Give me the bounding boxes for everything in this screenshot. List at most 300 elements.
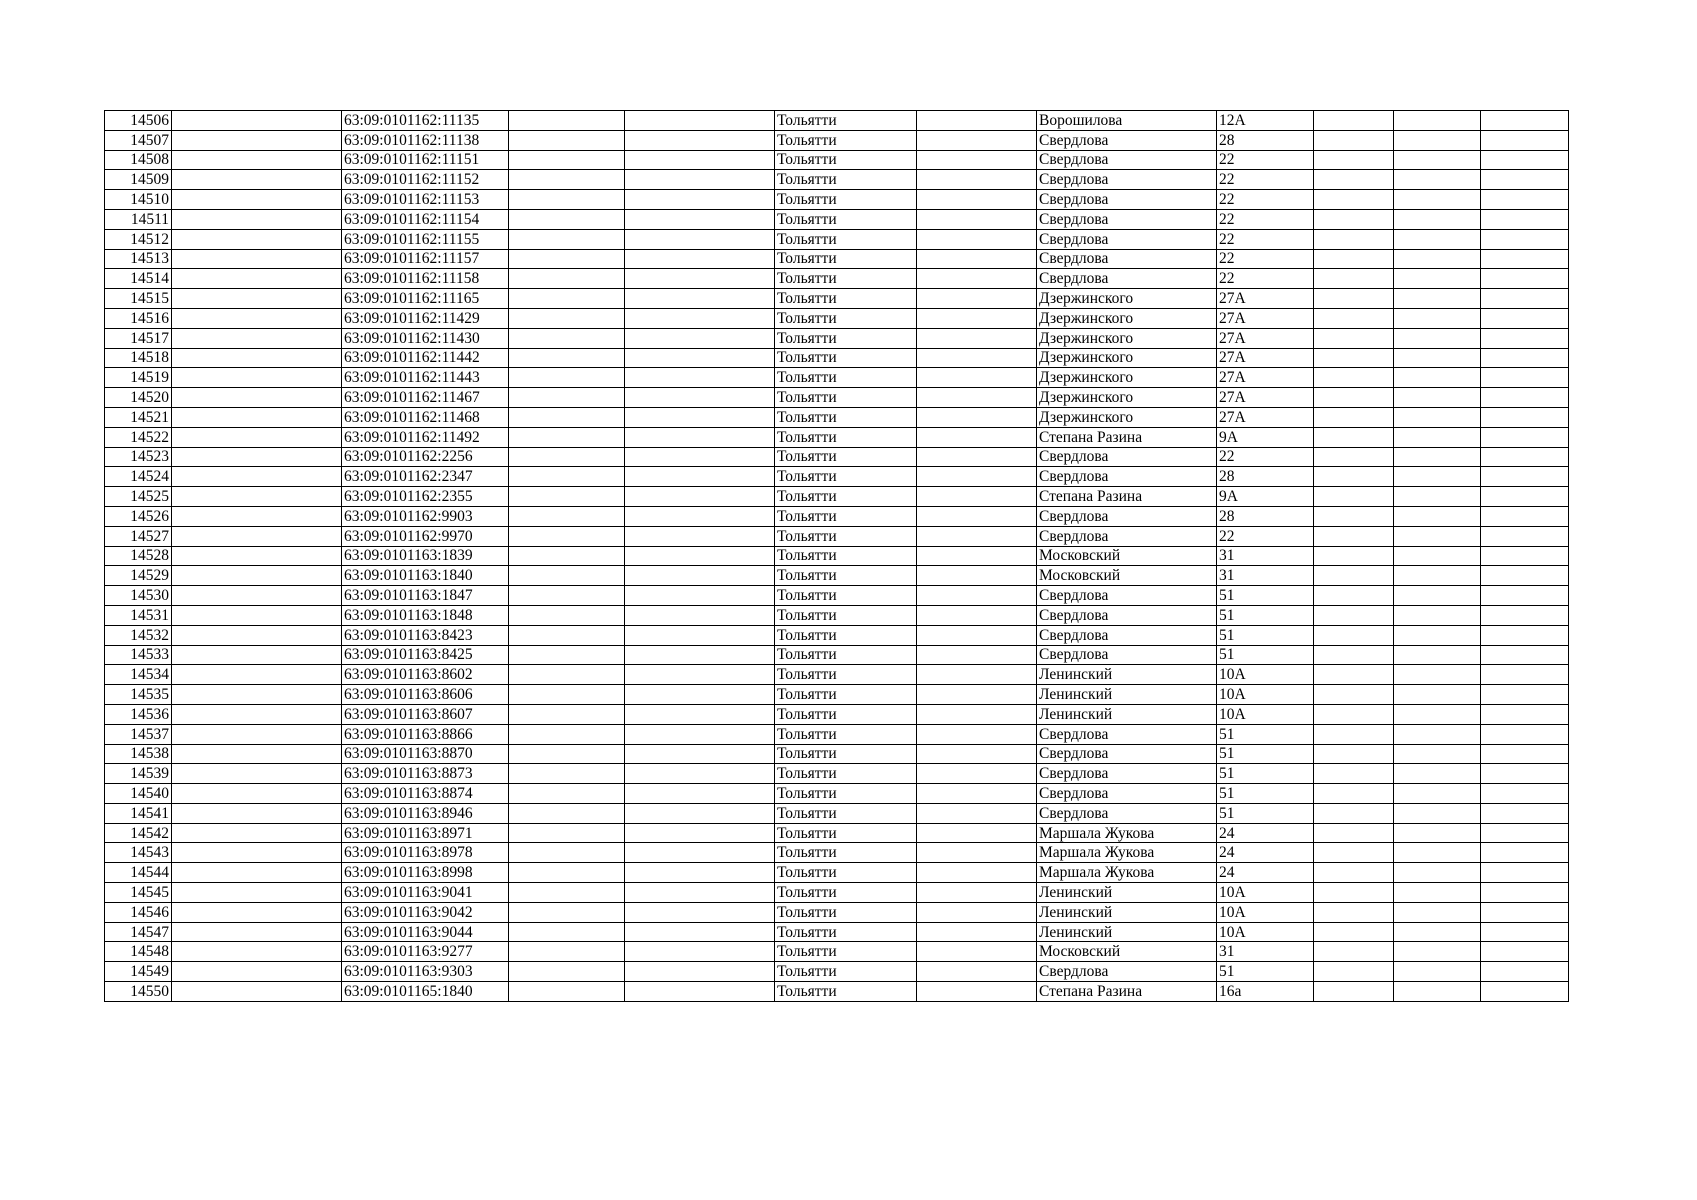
house-number-cell: 31 <box>1217 942 1314 962</box>
house-number-cell: 22 <box>1217 190 1314 210</box>
empty-cell <box>1314 506 1394 526</box>
empty-cell <box>1394 982 1481 1002</box>
empty-cell <box>172 348 342 368</box>
empty-cell <box>172 249 342 269</box>
cadastral-number-cell: 63:09:0101165:1840 <box>342 982 509 1002</box>
house-number-cell: 31 <box>1217 546 1314 566</box>
street-cell: Маршала Жукова <box>1037 843 1217 863</box>
cadastral-number-cell: 63:09:0101162:2347 <box>342 467 509 487</box>
street-cell: Свердлова <box>1037 605 1217 625</box>
empty-cell <box>1314 902 1394 922</box>
empty-cell <box>1314 269 1394 289</box>
street-cell: Дзержинского <box>1037 308 1217 328</box>
empty-cell <box>1314 942 1394 962</box>
empty-cell <box>1394 724 1481 744</box>
cadastral-number-cell: 63:09:0101162:11442 <box>342 348 509 368</box>
table-row <box>105 150 1569 170</box>
empty-cell <box>1394 665 1481 685</box>
empty-cell <box>172 427 342 447</box>
empty-cell <box>1314 566 1394 586</box>
empty-cell <box>509 368 625 388</box>
empty-cell <box>172 111 342 131</box>
empty-cell <box>917 546 1037 566</box>
empty-cell <box>172 388 342 408</box>
record-number-cell: 14533 <box>105 645 172 665</box>
empty-cell <box>172 823 342 843</box>
empty-cell <box>917 348 1037 368</box>
table-row <box>105 348 1569 368</box>
city-cell: Тольятти <box>775 130 917 150</box>
empty-cell <box>172 982 342 1002</box>
empty-cell <box>625 823 775 843</box>
empty-cell <box>509 427 625 447</box>
empty-cell <box>625 467 775 487</box>
street-cell: Ленинский <box>1037 665 1217 685</box>
empty-cell <box>625 388 775 408</box>
table-row <box>105 209 1569 229</box>
empty-cell <box>509 269 625 289</box>
empty-cell <box>625 328 775 348</box>
empty-cell <box>917 942 1037 962</box>
cadastral-number-cell: 63:09:0101162:11430 <box>342 328 509 348</box>
empty-cell <box>625 863 775 883</box>
street-cell: Свердлова <box>1037 586 1217 606</box>
city-cell: Тольятти <box>775 645 917 665</box>
empty-cell <box>509 130 625 150</box>
empty-cell <box>1481 328 1569 348</box>
cadastral-number-cell: 63:09:0101163:1848 <box>342 605 509 625</box>
table-row <box>105 922 1569 942</box>
cadastral-number-cell: 63:09:0101162:11468 <box>342 407 509 427</box>
empty-cell <box>509 704 625 724</box>
cadastral-number-cell: 63:09:0101163:1839 <box>342 546 509 566</box>
table-row <box>105 605 1569 625</box>
empty-cell <box>1314 764 1394 784</box>
city-cell: Тольятти <box>775 209 917 229</box>
empty-cell <box>172 130 342 150</box>
city-cell: Тольятти <box>775 586 917 606</box>
empty-cell <box>1394 764 1481 784</box>
house-number-cell: 27А <box>1217 348 1314 368</box>
empty-cell <box>172 764 342 784</box>
record-number-cell: 14546 <box>105 902 172 922</box>
cadastral-number-cell: 63:09:0101163:8971 <box>342 823 509 843</box>
table-row <box>105 427 1569 447</box>
empty-cell <box>1394 289 1481 309</box>
street-cell: Свердлова <box>1037 645 1217 665</box>
table-row <box>105 823 1569 843</box>
empty-cell <box>509 942 625 962</box>
cadastral-number-cell: 63:09:0101163:8423 <box>342 625 509 645</box>
empty-cell <box>1394 487 1481 507</box>
empty-cell <box>509 328 625 348</box>
empty-cell <box>509 902 625 922</box>
table-row <box>105 269 1569 289</box>
empty-cell <box>625 566 775 586</box>
street-cell: Свердлова <box>1037 724 1217 744</box>
empty-cell <box>1394 467 1481 487</box>
house-number-cell: 28 <box>1217 506 1314 526</box>
empty-cell <box>625 447 775 467</box>
table-row <box>105 170 1569 190</box>
empty-cell <box>172 803 342 823</box>
house-number-cell: 22 <box>1217 229 1314 249</box>
empty-cell <box>1314 368 1394 388</box>
city-cell: Тольятти <box>775 685 917 705</box>
empty-cell <box>625 506 775 526</box>
empty-cell <box>1394 784 1481 804</box>
empty-cell <box>917 467 1037 487</box>
empty-cell <box>1394 368 1481 388</box>
empty-cell <box>1481 803 1569 823</box>
empty-cell <box>1314 190 1394 210</box>
house-number-cell: 10А <box>1217 922 1314 942</box>
house-number-cell: 31 <box>1217 566 1314 586</box>
street-cell: Свердлова <box>1037 526 1217 546</box>
empty-cell <box>1314 645 1394 665</box>
city-cell: Тольятти <box>775 665 917 685</box>
cadastral-number-cell: 63:09:0101162:11157 <box>342 249 509 269</box>
cadastral-number-cell: 63:09:0101162:2355 <box>342 487 509 507</box>
empty-cell <box>625 704 775 724</box>
empty-cell <box>509 467 625 487</box>
empty-cell <box>1314 308 1394 328</box>
empty-cell <box>625 784 775 804</box>
table-row <box>105 249 1569 269</box>
street-cell: Свердлова <box>1037 764 1217 784</box>
record-number-cell: 14509 <box>105 170 172 190</box>
street-cell: Маршала Жукова <box>1037 863 1217 883</box>
empty-cell <box>917 150 1037 170</box>
empty-cell <box>625 625 775 645</box>
house-number-cell: 51 <box>1217 784 1314 804</box>
empty-cell <box>509 526 625 546</box>
empty-cell <box>625 150 775 170</box>
house-number-cell: 24 <box>1217 843 1314 863</box>
empty-cell <box>172 506 342 526</box>
city-cell: Тольятти <box>775 447 917 467</box>
house-number-cell: 22 <box>1217 526 1314 546</box>
city-cell: Тольятти <box>775 982 917 1002</box>
street-cell: Московский <box>1037 566 1217 586</box>
empty-cell <box>917 823 1037 843</box>
table-row <box>105 803 1569 823</box>
house-number-cell: 27А <box>1217 308 1314 328</box>
empty-cell <box>625 724 775 744</box>
table-row <box>105 902 1569 922</box>
empty-cell <box>625 665 775 685</box>
empty-cell <box>172 170 342 190</box>
empty-cell <box>509 289 625 309</box>
empty-cell <box>1481 764 1569 784</box>
city-cell: Тольятти <box>775 487 917 507</box>
house-number-cell: 51 <box>1217 625 1314 645</box>
record-number-cell: 14515 <box>105 289 172 309</box>
empty-cell <box>917 229 1037 249</box>
city-cell: Тольятти <box>775 111 917 131</box>
record-number-cell: 14547 <box>105 922 172 942</box>
empty-cell <box>1394 902 1481 922</box>
house-number-cell: 51 <box>1217 645 1314 665</box>
city-cell: Тольятти <box>775 566 917 586</box>
street-cell: Свердлова <box>1037 170 1217 190</box>
empty-cell <box>172 962 342 982</box>
empty-cell <box>509 962 625 982</box>
street-cell: Свердлова <box>1037 229 1217 249</box>
cadastral-number-cell: 63:09:0101162:11135 <box>342 111 509 131</box>
empty-cell <box>1481 685 1569 705</box>
cadastral-number-cell: 63:09:0101163:8606 <box>342 685 509 705</box>
house-number-cell: 27А <box>1217 388 1314 408</box>
table-row <box>105 863 1569 883</box>
house-number-cell: 9А <box>1217 427 1314 447</box>
city-cell: Тольятти <box>775 546 917 566</box>
empty-cell <box>1481 922 1569 942</box>
cadastral-number-cell: 63:09:0101162:11443 <box>342 368 509 388</box>
empty-cell <box>917 803 1037 823</box>
empty-cell <box>172 883 342 903</box>
empty-cell <box>1394 685 1481 705</box>
empty-cell <box>509 784 625 804</box>
table-row <box>105 229 1569 249</box>
cadastral-number-cell: 63:09:0101163:9044 <box>342 922 509 942</box>
record-number-cell: 14524 <box>105 467 172 487</box>
empty-cell <box>509 586 625 606</box>
empty-cell <box>917 665 1037 685</box>
empty-cell <box>917 368 1037 388</box>
record-number-cell: 14531 <box>105 605 172 625</box>
empty-cell <box>917 704 1037 724</box>
house-number-cell: 22 <box>1217 170 1314 190</box>
empty-cell <box>625 605 775 625</box>
empty-cell <box>625 130 775 150</box>
empty-cell <box>172 922 342 942</box>
empty-cell <box>1481 289 1569 309</box>
record-number-cell: 14522 <box>105 427 172 447</box>
empty-cell <box>1481 368 1569 388</box>
empty-cell <box>509 764 625 784</box>
empty-cell <box>1394 942 1481 962</box>
house-number-cell: 27А <box>1217 407 1314 427</box>
empty-cell <box>172 328 342 348</box>
city-cell: Тольятти <box>775 942 917 962</box>
empty-cell <box>1394 625 1481 645</box>
empty-cell <box>509 724 625 744</box>
city-cell: Тольятти <box>775 883 917 903</box>
record-number-cell: 14544 <box>105 863 172 883</box>
record-number-cell: 14535 <box>105 685 172 705</box>
empty-cell <box>509 348 625 368</box>
cadastral-number-cell: 63:09:0101162:2256 <box>342 447 509 467</box>
empty-cell <box>625 249 775 269</box>
empty-cell <box>625 883 775 903</box>
empty-cell <box>1481 447 1569 467</box>
record-number-cell: 14530 <box>105 586 172 606</box>
empty-cell <box>1481 645 1569 665</box>
city-cell: Тольятти <box>775 308 917 328</box>
record-number-cell: 14506 <box>105 111 172 131</box>
empty-cell <box>917 328 1037 348</box>
record-number-cell: 14526 <box>105 506 172 526</box>
empty-cell <box>1481 170 1569 190</box>
empty-cell <box>1394 328 1481 348</box>
record-number-cell: 14550 <box>105 982 172 1002</box>
empty-cell <box>1394 150 1481 170</box>
empty-cell <box>172 902 342 922</box>
empty-cell <box>1394 170 1481 190</box>
city-cell: Тольятти <box>775 605 917 625</box>
city-cell: Тольятти <box>775 328 917 348</box>
house-number-cell: 51 <box>1217 724 1314 744</box>
table-row <box>105 130 1569 150</box>
empty-cell <box>1314 150 1394 170</box>
empty-cell <box>509 546 625 566</box>
empty-cell <box>509 229 625 249</box>
cadastral-number-cell: 63:09:0101162:11152 <box>342 170 509 190</box>
registry-table <box>104 110 1569 1002</box>
street-cell: Степана Разина <box>1037 487 1217 507</box>
house-number-cell: 51 <box>1217 586 1314 606</box>
empty-cell <box>625 586 775 606</box>
city-cell: Тольятти <box>775 289 917 309</box>
empty-cell <box>509 308 625 328</box>
city-cell: Тольятти <box>775 704 917 724</box>
record-number-cell: 14521 <box>105 407 172 427</box>
empty-cell <box>1481 665 1569 685</box>
record-number-cell: 14539 <box>105 764 172 784</box>
street-cell: Степана Разина <box>1037 982 1217 1002</box>
house-number-cell: 22 <box>1217 249 1314 269</box>
table-row <box>105 784 1569 804</box>
empty-cell <box>1314 784 1394 804</box>
city-cell: Тольятти <box>775 724 917 744</box>
city-cell: Тольятти <box>775 823 917 843</box>
empty-cell <box>172 190 342 210</box>
city-cell: Тольятти <box>775 962 917 982</box>
street-cell: Дзержинского <box>1037 388 1217 408</box>
empty-cell <box>1314 863 1394 883</box>
cadastral-number-cell: 63:09:0101163:8978 <box>342 843 509 863</box>
empty-cell <box>509 111 625 131</box>
empty-cell <box>509 982 625 1002</box>
record-number-cell: 14508 <box>105 150 172 170</box>
table-row <box>105 883 1569 903</box>
street-cell: Свердлова <box>1037 269 1217 289</box>
empty-cell <box>1481 209 1569 229</box>
empty-cell <box>1394 526 1481 546</box>
empty-cell <box>917 388 1037 408</box>
table-row <box>105 724 1569 744</box>
empty-cell <box>917 982 1037 1002</box>
empty-cell <box>1314 289 1394 309</box>
street-cell: Московский <box>1037 942 1217 962</box>
empty-cell <box>172 784 342 804</box>
city-cell: Тольятти <box>775 170 917 190</box>
house-number-cell: 51 <box>1217 744 1314 764</box>
empty-cell <box>172 685 342 705</box>
empty-cell <box>1394 586 1481 606</box>
empty-cell <box>172 744 342 764</box>
table-row <box>105 744 1569 764</box>
cadastral-number-cell: 63:09:0101162:11158 <box>342 269 509 289</box>
record-number-cell: 14529 <box>105 566 172 586</box>
empty-cell <box>1314 526 1394 546</box>
record-number-cell: 14537 <box>105 724 172 744</box>
cadastral-number-cell: 63:09:0101163:8607 <box>342 704 509 724</box>
empty-cell <box>1314 447 1394 467</box>
cadastral-number-cell: 63:09:0101163:8998 <box>342 863 509 883</box>
empty-cell <box>509 487 625 507</box>
empty-cell <box>1481 625 1569 645</box>
empty-cell <box>1314 685 1394 705</box>
record-number-cell: 14511 <box>105 209 172 229</box>
empty-cell <box>1481 249 1569 269</box>
empty-cell <box>1481 150 1569 170</box>
cadastral-number-cell: 63:09:0101163:9041 <box>342 883 509 903</box>
empty-cell <box>1314 843 1394 863</box>
street-cell: Свердлова <box>1037 803 1217 823</box>
empty-cell <box>509 863 625 883</box>
empty-cell <box>917 566 1037 586</box>
empty-cell <box>917 427 1037 447</box>
cadastral-number-cell: 63:09:0101162:11138 <box>342 130 509 150</box>
city-cell: Тольятти <box>775 407 917 427</box>
cadastral-number-cell: 63:09:0101163:8946 <box>342 803 509 823</box>
record-number-cell: 14548 <box>105 942 172 962</box>
table-row <box>105 388 1569 408</box>
city-cell: Тольятти <box>775 427 917 447</box>
empty-cell <box>917 586 1037 606</box>
empty-cell <box>509 922 625 942</box>
empty-cell <box>1481 427 1569 447</box>
empty-cell <box>172 289 342 309</box>
empty-cell <box>625 685 775 705</box>
empty-cell <box>1481 605 1569 625</box>
street-cell: Свердлова <box>1037 625 1217 645</box>
empty-cell <box>1394 130 1481 150</box>
table-row <box>105 645 1569 665</box>
empty-cell <box>1394 388 1481 408</box>
street-cell: Свердлова <box>1037 190 1217 210</box>
empty-cell <box>1481 546 1569 566</box>
empty-cell <box>509 150 625 170</box>
city-cell: Тольятти <box>775 526 917 546</box>
cadastral-number-cell: 63:09:0101163:8602 <box>342 665 509 685</box>
empty-cell <box>1314 704 1394 724</box>
record-number-cell: 14532 <box>105 625 172 645</box>
street-cell: Ленинский <box>1037 685 1217 705</box>
table-row <box>105 962 1569 982</box>
house-number-cell: 10А <box>1217 685 1314 705</box>
empty-cell <box>172 209 342 229</box>
empty-cell <box>1481 883 1569 903</box>
empty-cell <box>1481 843 1569 863</box>
record-number-cell: 14545 <box>105 883 172 903</box>
street-cell: Свердлова <box>1037 784 1217 804</box>
empty-cell <box>509 625 625 645</box>
record-number-cell: 14518 <box>105 348 172 368</box>
empty-cell <box>625 348 775 368</box>
empty-cell <box>917 863 1037 883</box>
cadastral-number-cell: 63:09:0101163:8425 <box>342 645 509 665</box>
empty-cell <box>625 843 775 863</box>
city-cell: Тольятти <box>775 348 917 368</box>
empty-cell <box>509 566 625 586</box>
empty-cell <box>1394 348 1481 368</box>
empty-cell <box>917 209 1037 229</box>
empty-cell <box>917 724 1037 744</box>
house-number-cell: 51 <box>1217 605 1314 625</box>
